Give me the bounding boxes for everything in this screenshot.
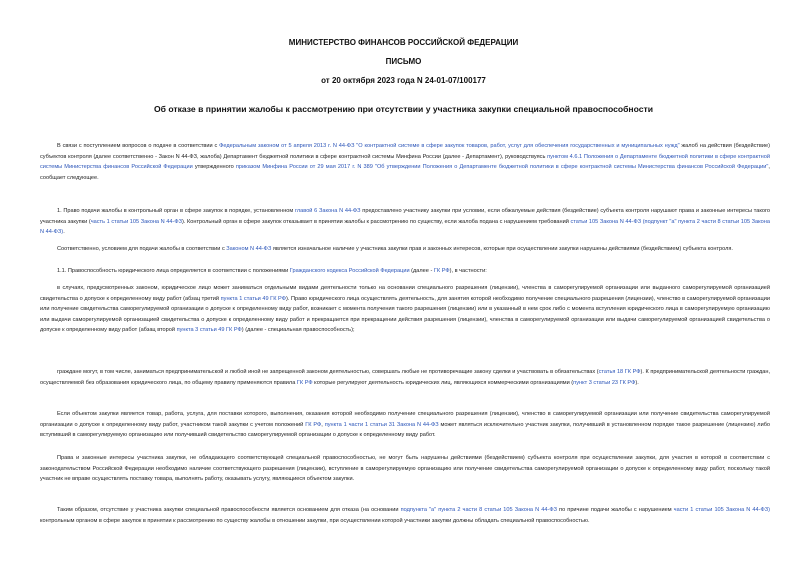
paragraph-text: , <box>321 421 325 428</box>
paragraph-citizens <box>40 367 770 388</box>
document-title: Об отказе в принятии жалобы к рассмотрению при отсутствии у участника закупки специальной правоспособности <box>153 104 654 114</box>
paragraph-rights <box>40 453 770 485</box>
legal-reference-link[interactable]: пунктом 4.6.1 Положения о Департаменте бюджетной политики в сфере контрактной системы Министерства финансов Российской Федерации <box>40 153 770 171</box>
legal-reference-link[interactable]: Законом N 44-ФЗ <box>226 246 272 252</box>
paragraph-text: , сообщает следующее. <box>40 164 770 181</box>
paragraph-conclusion <box>40 505 770 526</box>
paragraph-text: В связи с поступлением вопросов о подаче в соответствии с <box>57 143 220 149</box>
legal-reference-link[interactable]: статьи 105 Закона N 44-ФЗ (подпункт "а" пункта 2 части 8 статьи 105 Закона N 44-ФЗ) <box>40 218 770 236</box>
legal-reference-link[interactable]: Федеральным законом от 5 апреля 2013 г. N 44-ФЗ "О контрактной системе в сфере закупок товаров, работ, услуг для обеспечения государственных и муниципальных нужд" <box>219 143 680 149</box>
paragraph-text: Соответственно, условием для подачи жалобы в соответствии с <box>57 246 227 252</box>
paragraph-text: Если объектом закупки является товар, работа, услуга, для поставки которого, выполнения, оказания которой необходимо получение специального разрешения (лицензии), членство в саморегулируемой организации или получение свидетельства саморегулируемой организации о допуске к определенному виду работ, участником такой закупки с учетом положений <box>40 411 770 428</box>
paragraph-1 <box>40 206 770 238</box>
paragraph-text: может являться исключительно участник закупки, получивший в установленном порядке такое разрешение (лицензию) либо вступивший в саморегулируемую организацию или получивший свидетельство саморегулируемой организации о допуске к определенному виду работ. <box>40 421 771 439</box>
paragraph-text: предоставлено участнику закупки при условии, если обжалуемые действия (бездействие) субъекта контроля нарушают права и законные интересы такого участника закупки ( <box>40 208 770 225</box>
legal-reference-link[interactable]: приказом Минфина России от 29 мая 2017 г. N 389 "Об утверждении Положения о Департаменте бюджетной политики в сфере контрактной системы Министерства финансов Российской Федерации" <box>235 164 769 171</box>
paragraph-text: 1.1. Правоспособность юридического лица определяется в соответствии с положениями <box>57 268 290 274</box>
legal-reference-link[interactable]: Гражданского кодекса Российской Федерации <box>289 268 410 274</box>
legal-reference-link[interactable]: статья 18 ГК РФ <box>598 369 641 375</box>
paragraph-text: 1. Право подачи жалобы в контрольный орган в сфере закупок в порядке, установленном <box>57 208 295 214</box>
paragraph-text: Права и законные интересы участника закупки, не обладающего соответствующей специальной правоспособностью, не могут быть нарушены действиями (бездействием) субъекта контроля при осуществлении закупки, для участия в которой в соответствии с законодательством Российской Федерации необходимо наличие соответствующего разрешения (лицензии), вступление в саморегулируемую организацию или получение свидетельства саморегулируемой организации о допуске к определенному виду работ, поскольку такой участник не вправе осуществлять поставку товара, выполнять работу, оказывать услугу, являющиеся объектом закупки. <box>40 455 770 483</box>
paragraph-text: . <box>63 229 65 236</box>
paragraph-object-of-purchase <box>40 409 770 441</box>
paragraph-text: ). Право юридического лица осуществлять деятельность, для занятия которой необходимо получение специального разрешения (лицензии), членство в саморегулируемой организации или получение свидетельства саморегулируемой организации о допуске к определенному виду работ, возникает с момента получения такого разрешения (лицензии) или в указанный в нем срок либо с момента вступления юридического лица в саморегулируемую организацию или выдачи саморегулируемой организацией свидетельства о допуске к определенному виду работ и прекращается при прекращении действия разрешения (лицензии), членства в саморегулируемой организации или выдачи саморегулируемой организацией свидетельства о допуске к определенному виду работ (абзац второй <box>40 295 770 334</box>
paragraph-text: (далее - <box>409 268 434 274</box>
paragraph-intro <box>40 141 770 183</box>
paragraph-1-1 <box>40 266 770 277</box>
legal-reference-link[interactable]: ГК РФ <box>305 421 322 428</box>
paragraph-text: по причине подачи жалобы с нарушением <box>556 507 674 513</box>
legal-reference-link[interactable]: пункта 1 части 1 статьи 31 Закона N 44-ФЗ <box>324 421 439 428</box>
doc-type-heading: ПИСЬМО <box>385 57 422 66</box>
legal-reference-link[interactable]: пункта 3 статьи 49 ГК РФ <box>176 327 242 334</box>
paragraph-text: ) (далее - специальная правоспособность); <box>241 327 355 334</box>
legal-reference-link[interactable]: ГК РФ <box>296 379 313 386</box>
paragraph-text: которые регулируют деятельность юридических лиц, являющихся коммерческими организациями ( <box>312 379 574 386</box>
legal-reference-link[interactable]: ГК РФ <box>433 268 450 274</box>
paragraph-text: ). <box>635 379 639 386</box>
paragraph-text: утвержденного <box>192 164 236 171</box>
paragraph-text: в случаях, предусмотренных законом, юридическое лицо может заниматься отдельными видами деятельности только на основании специального разрешения (лицензии), членства в саморегулируемой организации или выданного саморегулируемой организацией свидетельства о допуске к определенному виду работ (абзац третий <box>40 285 770 302</box>
legal-reference-link[interactable]: подпункта "а" пункта 2 части 8 статьи 105 Закона N 44-ФЗ <box>400 507 557 513</box>
paragraph-1-conclusion <box>40 244 770 255</box>
paragraph-text: жалоб на действия (бездействие) субъектов контроля (далее соответственно - Закон N 44-ФЗ, жалоба) Департамент бюджетной политики в сфере контрактной системы Минфина России (далее - Департамент), руководствуясь <box>40 143 770 160</box>
legal-reference-link[interactable]: главой 6 Закона N 44-ФЗ <box>295 208 361 214</box>
date-number-heading: от 20 октября 2023 года N 24-01-07/100177 <box>321 76 486 85</box>
paragraph-text: граждане могут, в том числе, заниматься предпринимательской и любой иной не запрещенной законом деятельностью, совершать любые не противоречащие закону сделки и участвовать в обязательствах ( <box>57 369 599 375</box>
legal-reference-link[interactable]: пункт 3 статьи 23 ГК РФ <box>573 379 636 386</box>
paragraph-legal-entity <box>40 283 770 336</box>
paragraph-text: контрольным органом в сфере закупок в принятии к рассмотрению по существу жалобы в отношении закупки, при осуществлении которой участники закупки должны обладать специальной правоспособностью. <box>40 517 590 524</box>
legal-reference-link[interactable]: часть 1 статьи 105 Закона N 44-ФЗ <box>90 218 182 225</box>
paragraph-text: ). К предпринимательской деятельности граждан, осуществляемой без образования юридического лица, по общему правилу применяются правила <box>40 369 771 386</box>
ministry-heading: МИНИСТЕРСТВО ФИНАНСОВ РОССИЙСКОЙ ФЕДЕРАЦИИ <box>288 38 519 47</box>
legal-reference-link[interactable]: части 1 статьи 105 Закона N 44-ФЗ) <box>673 507 770 513</box>
paragraph-text: Таким образом, отсутствие у участника закупки специальной правоспособности является основанием для отказа (на основании <box>57 507 401 513</box>
legal-reference-link[interactable]: пункта 1 статьи 49 ГК РФ <box>220 295 286 302</box>
paragraph-text: является изначальное наличие у участника закупки прав и законных интересов, которые при осуществлении закупки нарушены действиями (бездействием) субъекта контроля. <box>271 246 733 252</box>
paragraph-text: ). Контрольный орган в сфере закупок отказывает в принятии жалобы к рассмотрению по существу, если жалоба подана с нарушением требований <box>181 218 571 225</box>
paragraph-text: ), в частности: <box>449 268 487 274</box>
